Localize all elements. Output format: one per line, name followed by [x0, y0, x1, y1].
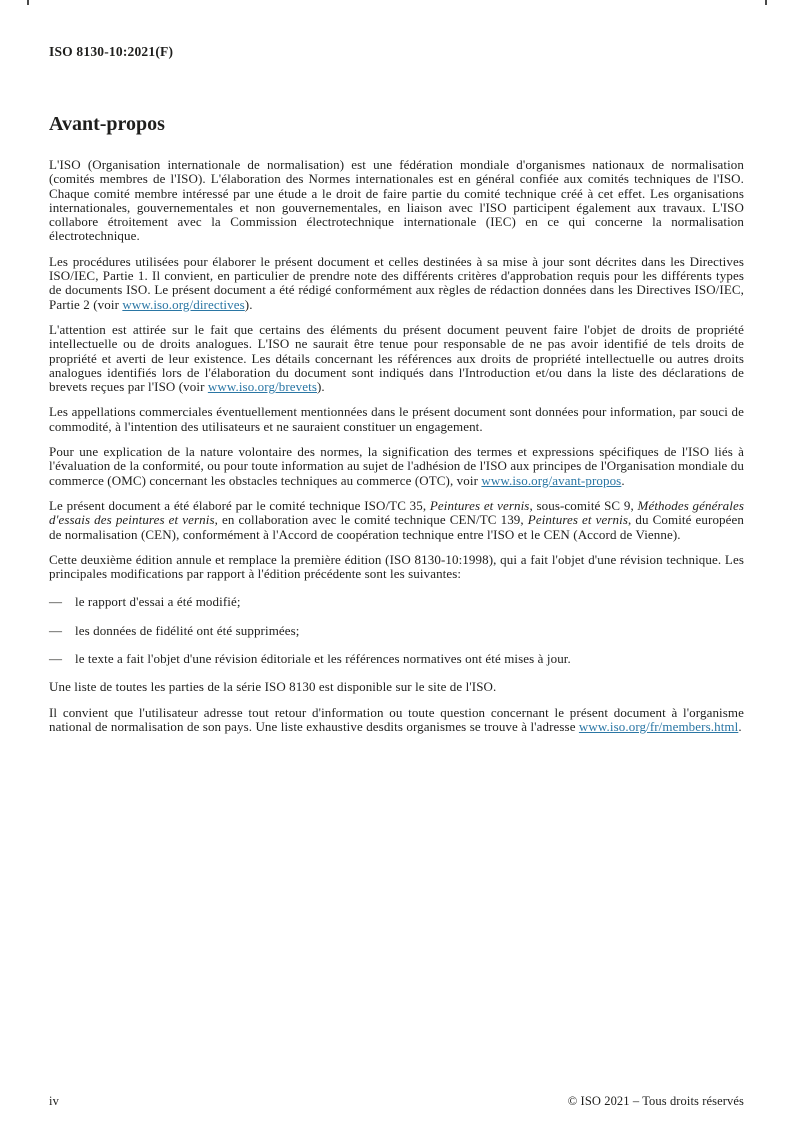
committee-title-italic: Peintures et vernis	[429, 497, 530, 513]
paragraph-voluntary-nature	[49, 445, 744, 488]
paragraph-text: .	[621, 472, 625, 488]
document-header	[49, 44, 744, 60]
paragraph-second-edition	[49, 553, 744, 582]
paragraph-text: , en collaboration avec le comité technique CEN/TC 139,	[214, 512, 528, 528]
list-item-text: le rapport d'essai a été modifié;	[75, 594, 241, 610]
list-dash: —	[49, 594, 63, 610]
paragraph-iso-federation	[49, 158, 744, 244]
list-item-text: les données de fidélité ont été supprimées;	[75, 622, 300, 638]
link-iso-brevets[interactable]: www.iso.org/brevets	[207, 379, 317, 395]
document-reference: ISO 8130-10:2021(F)	[49, 44, 174, 59]
paragraph-text: ).	[317, 379, 325, 395]
page-number: iv	[49, 1094, 59, 1108]
paragraph-text: , du Comité européen de normalisation (CEN), conformément à l'Accord de coopération technique entre l'ISO et le CEN (Accord de Vienne).	[49, 512, 744, 542]
link-iso-members[interactable]: www.iso.org/fr/members.html	[578, 718, 739, 734]
paragraph-intellectual-property	[49, 323, 744, 394]
paragraph-text: .	[738, 718, 742, 734]
paragraph-text: Une liste de toutes les parties de la série ISO 8130 est disponible sur le site de l'ISO.	[49, 679, 497, 695]
paragraph-text: Il convient que l'utilisateur adresse tout retour d'information ou toute question concernant le présent document à l'organisme national de normalisation de son pays. Une liste exhaustive desdits organismes se trouve à l'adresse	[49, 704, 744, 734]
cen-committee-title-italic: Peintures et vernis	[527, 512, 629, 528]
crop-mark-left	[27, 0, 29, 5]
list-item	[49, 652, 744, 666]
paragraph-text: Les procédures utilisées pour élaborer le présent document et celles destinées à sa mise à jour sont décrites dans les Directives ISO/IEC, Partie 1. Il convient, en particulier de prendre note des différents critères d'approbation requis pour les différents types de documents ISO. Le présent document a été rédigé conformément aux règles de rédaction données dans les Directives ISO/IEC, Partie 2 (voir	[49, 253, 744, 312]
paragraph-text: Le présent document a été élaboré par le comité technique ISO/TC 35,	[49, 497, 430, 513]
link-iso-directives[interactable]: www.iso.org/directives	[122, 296, 245, 312]
link-iso-avant-propos[interactable]: www.iso.org/avant-propos	[481, 472, 622, 488]
paragraph-procedures	[49, 255, 744, 312]
paragraph-feedback	[49, 706, 744, 735]
list-item-text: le texte a fait l'objet d'une révision éditoriale et les références normatives ont été mises à jour.	[75, 651, 571, 667]
copyright-notice: © ISO 2021 – Tous droits réservés	[567, 1094, 744, 1108]
paragraph-text: L'attention est attirée sur le fait que certains des éléments du présent document peuvent faire l'objet de droits de propriété intellectuelle ou de droits analogues. L'ISO ne saurait être tenue pour responsable de ne pas avoir identifié de tels droits de propriété et averti de leur existence. Les détails concernant les références aux droits de propriété intellectuelle ou autres droits analogues identifiés lors de l'élaboration du document sont indiqués dans l'Introduction et/ou dans la liste des déclarations de brevets reçues par l'ISO (voir	[49, 321, 744, 395]
paragraph-committee	[49, 499, 744, 542]
paragraph-text: Pour une explication de la nature volontaire des normes, la signification des termes et expressions spécifiques de l'ISO liés à l'évaluation de la conformité, ou pour toute information au sujet de l'adhésion de l'ISO aux principes de l'Organisation mondiale du commerce (OMC) concernant les obstacles techniques au commerce (OTC), voir	[49, 444, 744, 488]
paragraph-trade-names	[49, 405, 744, 434]
crop-mark-right	[765, 0, 767, 5]
paragraph-text: Cette deuxième édition annule et remplace la première édition (ISO 8130-10:1998), qui a fait l'objet d'une révision technique. Les principales modifications par rapport à l'édition précédente sont les suivantes:	[49, 551, 744, 582]
page-footer	[49, 1094, 744, 1109]
modifications-list	[49, 595, 744, 666]
page-title: Avant-propos	[49, 113, 165, 135]
subcommittee-title-italic: Méthodes générales d'essais des peintures et vernis	[49, 497, 744, 528]
list-item	[49, 595, 744, 609]
paragraph-text: ).	[244, 296, 253, 312]
list-dash: —	[49, 622, 63, 638]
list-dash: —	[49, 651, 63, 667]
paragraph-text: Les appellations commerciales éventuellement mentionnées dans le présent document sont données pour information, par souci de commodité, à l'intention des utilisateurs et ne sauraient constituer un engagement.	[49, 404, 744, 434]
paragraph-series-list	[49, 680, 744, 694]
list-item	[49, 624, 744, 638]
paragraph-text: L'ISO (Organisation internationale de normalisation) est une fédération mondiale d'organismes nationaux de normalisation (comités membres de l'ISO). L'élaboration des Normes internationales est en général confiée aux comités techniques de l'ISO. Chaque comité membre intéressé par une étude a le droit de faire partie du comité technique créé à cet effet. Les organisations internationales, gouvernementales et non gouvernementales, en liaison avec l'ISO participent également aux travaux. L'ISO collabore étroitement avec la Commission électrotechnique internationale (IEC) en ce qui concerne la normalisation électrotechnique.	[49, 157, 744, 244]
document-page	[49, 44, 744, 745]
paragraph-text: , sous-comité SC 9,	[529, 497, 638, 513]
